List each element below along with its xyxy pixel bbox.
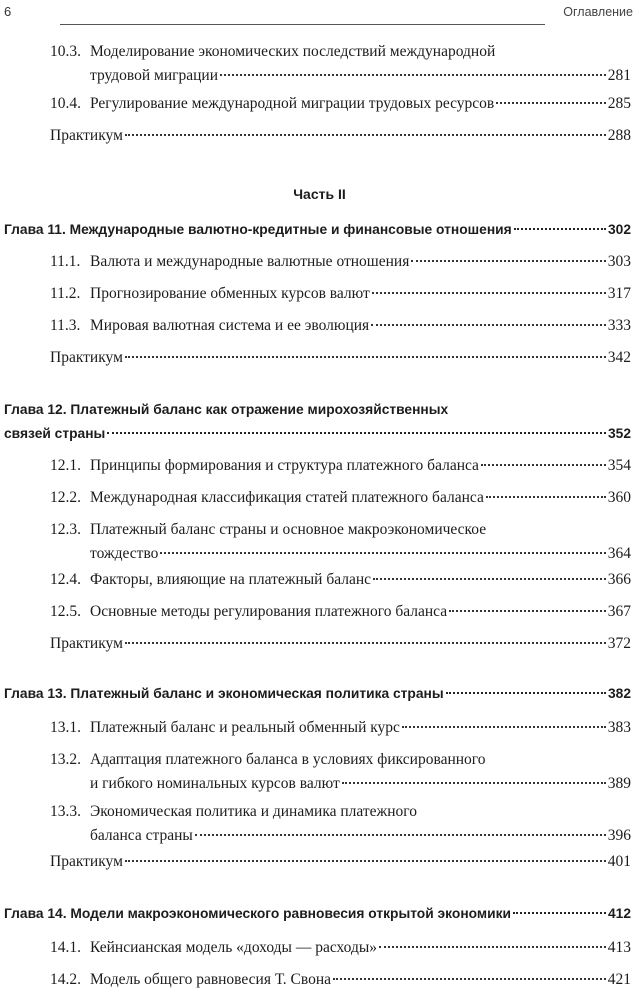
entry-title: Платежный баланс и реальный обменный курс [90, 719, 400, 736]
page-ref: 354 [607, 457, 631, 474]
section-number: 10.4. [50, 95, 81, 112]
entry-title: и гибкого номинальных курсов валют [90, 775, 340, 792]
page-ref: 396 [607, 827, 631, 844]
section-number: 12.5. [50, 603, 81, 620]
dot-leader [446, 691, 606, 694]
entry-title: Валюта и международные валютные отношения [90, 253, 410, 270]
page-ref: 413 [607, 939, 631, 956]
section-entry [50, 968, 631, 992]
section-number: 13.1. [50, 719, 81, 736]
entry-title: Практикум [50, 349, 123, 366]
section-entry [50, 748, 631, 796]
section-entry [50, 716, 631, 740]
header-rule [60, 24, 545, 25]
section-entry [50, 486, 631, 510]
dot-leader [486, 495, 606, 498]
section-entry [50, 454, 631, 478]
dot-leader [125, 355, 606, 358]
section-number: 12.4. [50, 571, 81, 588]
page-ref: 389 [607, 775, 631, 792]
entry-title: Международная классификация статей платежного баланса [90, 489, 484, 506]
entry-title: Кейнсианская модель «доходы — расходы» [90, 939, 378, 956]
page-number: 6 [4, 4, 12, 19]
entry-title: Регулирование международной миграции трудовых ресурсов [90, 95, 495, 112]
dot-leader [496, 101, 606, 104]
running-title: Оглавление [563, 5, 633, 19]
dot-leader [220, 73, 606, 76]
chapter-entry [4, 398, 631, 446]
page-ref: 302 [607, 222, 631, 237]
page-ref: 317 [607, 285, 631, 302]
entry-title-line: Адаптация платежного баланса в условиях фиксированного [90, 751, 486, 768]
page-ref: 372 [607, 635, 631, 652]
page-ref: 383 [607, 719, 631, 736]
entry-title: Факторы, влияющие на платежный баланс [90, 571, 372, 588]
dot-leader [402, 725, 606, 728]
page-ref: 288 [607, 127, 631, 144]
entry-title: Практикум [50, 127, 123, 144]
dot-leader [125, 859, 606, 862]
page-ref: 401 [607, 853, 631, 870]
entry-title-line: Платежный баланс страны и основное макроэкономическое [90, 521, 487, 538]
section-entry [50, 92, 631, 116]
dot-leader [514, 227, 606, 230]
entry-title-line: Экономическая политика и динамика платежного [90, 803, 418, 820]
section-number: 12.3. [50, 521, 81, 538]
section-entry [50, 40, 631, 88]
entry-title-line: Глава 12. Платежный баланс как отражение мирохозяйственных [4, 402, 449, 417]
page-header [0, 0, 639, 24]
section-number: 14.2. [50, 971, 81, 988]
page-ref: 364 [607, 545, 631, 562]
practicum-entry [50, 632, 631, 656]
section-number: 13.3. [50, 803, 81, 820]
page-ref: 382 [607, 686, 631, 701]
page-ref: 303 [607, 253, 631, 270]
practicum-entry [50, 850, 631, 874]
section-entry [50, 282, 631, 306]
section-number: 12.2. [50, 489, 81, 506]
section-number: 11.3. [50, 317, 81, 334]
dot-leader [107, 431, 606, 434]
entry-title: Практикум [50, 853, 123, 870]
dot-leader [379, 945, 606, 948]
section-entry [50, 314, 631, 338]
page-ref: 421 [607, 971, 631, 988]
page-ref: 281 [607, 67, 631, 84]
dot-leader [513, 911, 606, 914]
page-ref: 412 [607, 906, 631, 921]
dot-leader [481, 463, 606, 466]
page-ref: 333 [607, 317, 631, 334]
section-number: 13.2. [50, 751, 81, 768]
page-ref: 342 [607, 349, 631, 366]
dot-leader [125, 133, 606, 136]
dot-leader [373, 577, 606, 580]
entry-title: связей страны [4, 426, 106, 441]
section-entry [50, 518, 631, 566]
entry-title: Принципы формирования и структура платежного баланса [90, 457, 479, 474]
page-ref: 352 [607, 426, 631, 441]
page-ref: 366 [607, 571, 631, 588]
practicum-entry [50, 346, 631, 370]
section-number: 12.1. [50, 457, 81, 474]
chapter-entry [4, 682, 631, 706]
dot-leader [449, 609, 606, 612]
entry-title: Глава 14. Модели макроэкономического равновесия открытой экономики [4, 906, 511, 921]
chapter-entry [4, 902, 631, 926]
section-entry [50, 936, 631, 960]
section-number: 11.1. [50, 253, 81, 270]
part-title: Часть II [293, 186, 346, 202]
entry-title: трудовой миграции [90, 67, 219, 84]
section-number: 14.1. [50, 939, 81, 956]
entry-title: Мировая валютная система и ее эволюция [90, 317, 370, 334]
dot-leader [342, 781, 606, 784]
section-number: 10.3. [50, 43, 81, 60]
section-entry [50, 800, 631, 848]
entry-title-line: Моделирование экономических последствий международной [90, 43, 496, 60]
practicum-entry [50, 124, 631, 148]
dot-leader [160, 551, 605, 554]
entry-title: баланса страны [90, 827, 193, 844]
entry-title: Прогнозирование обменных курсов валют [90, 285, 370, 302]
page-ref: 367 [607, 603, 631, 620]
section-entry [50, 600, 631, 624]
entry-title: Глава 11. Международные валютно-кредитные и финансовые отношения [4, 222, 512, 237]
page-ref: 360 [607, 489, 631, 506]
dot-leader [371, 323, 606, 326]
dot-leader [125, 641, 606, 644]
entry-title: Практикум [50, 635, 123, 652]
section-entry [50, 568, 631, 592]
page-ref: 285 [607, 95, 631, 112]
entry-title: Основные методы регулирования платежного баланса [90, 603, 448, 620]
section-entry [50, 250, 631, 274]
dot-leader [333, 977, 606, 980]
entry-title: тождество [90, 545, 159, 562]
section-number: 11.2. [50, 285, 81, 302]
dot-leader [411, 259, 605, 262]
entry-title: Глава 13. Платежный баланс и экономическая политика страны [4, 686, 444, 701]
chapter-entry [4, 218, 631, 242]
dot-leader [195, 833, 606, 836]
entry-title: Модель общего равновесия Т. Свона [90, 971, 331, 988]
dot-leader [372, 291, 606, 294]
